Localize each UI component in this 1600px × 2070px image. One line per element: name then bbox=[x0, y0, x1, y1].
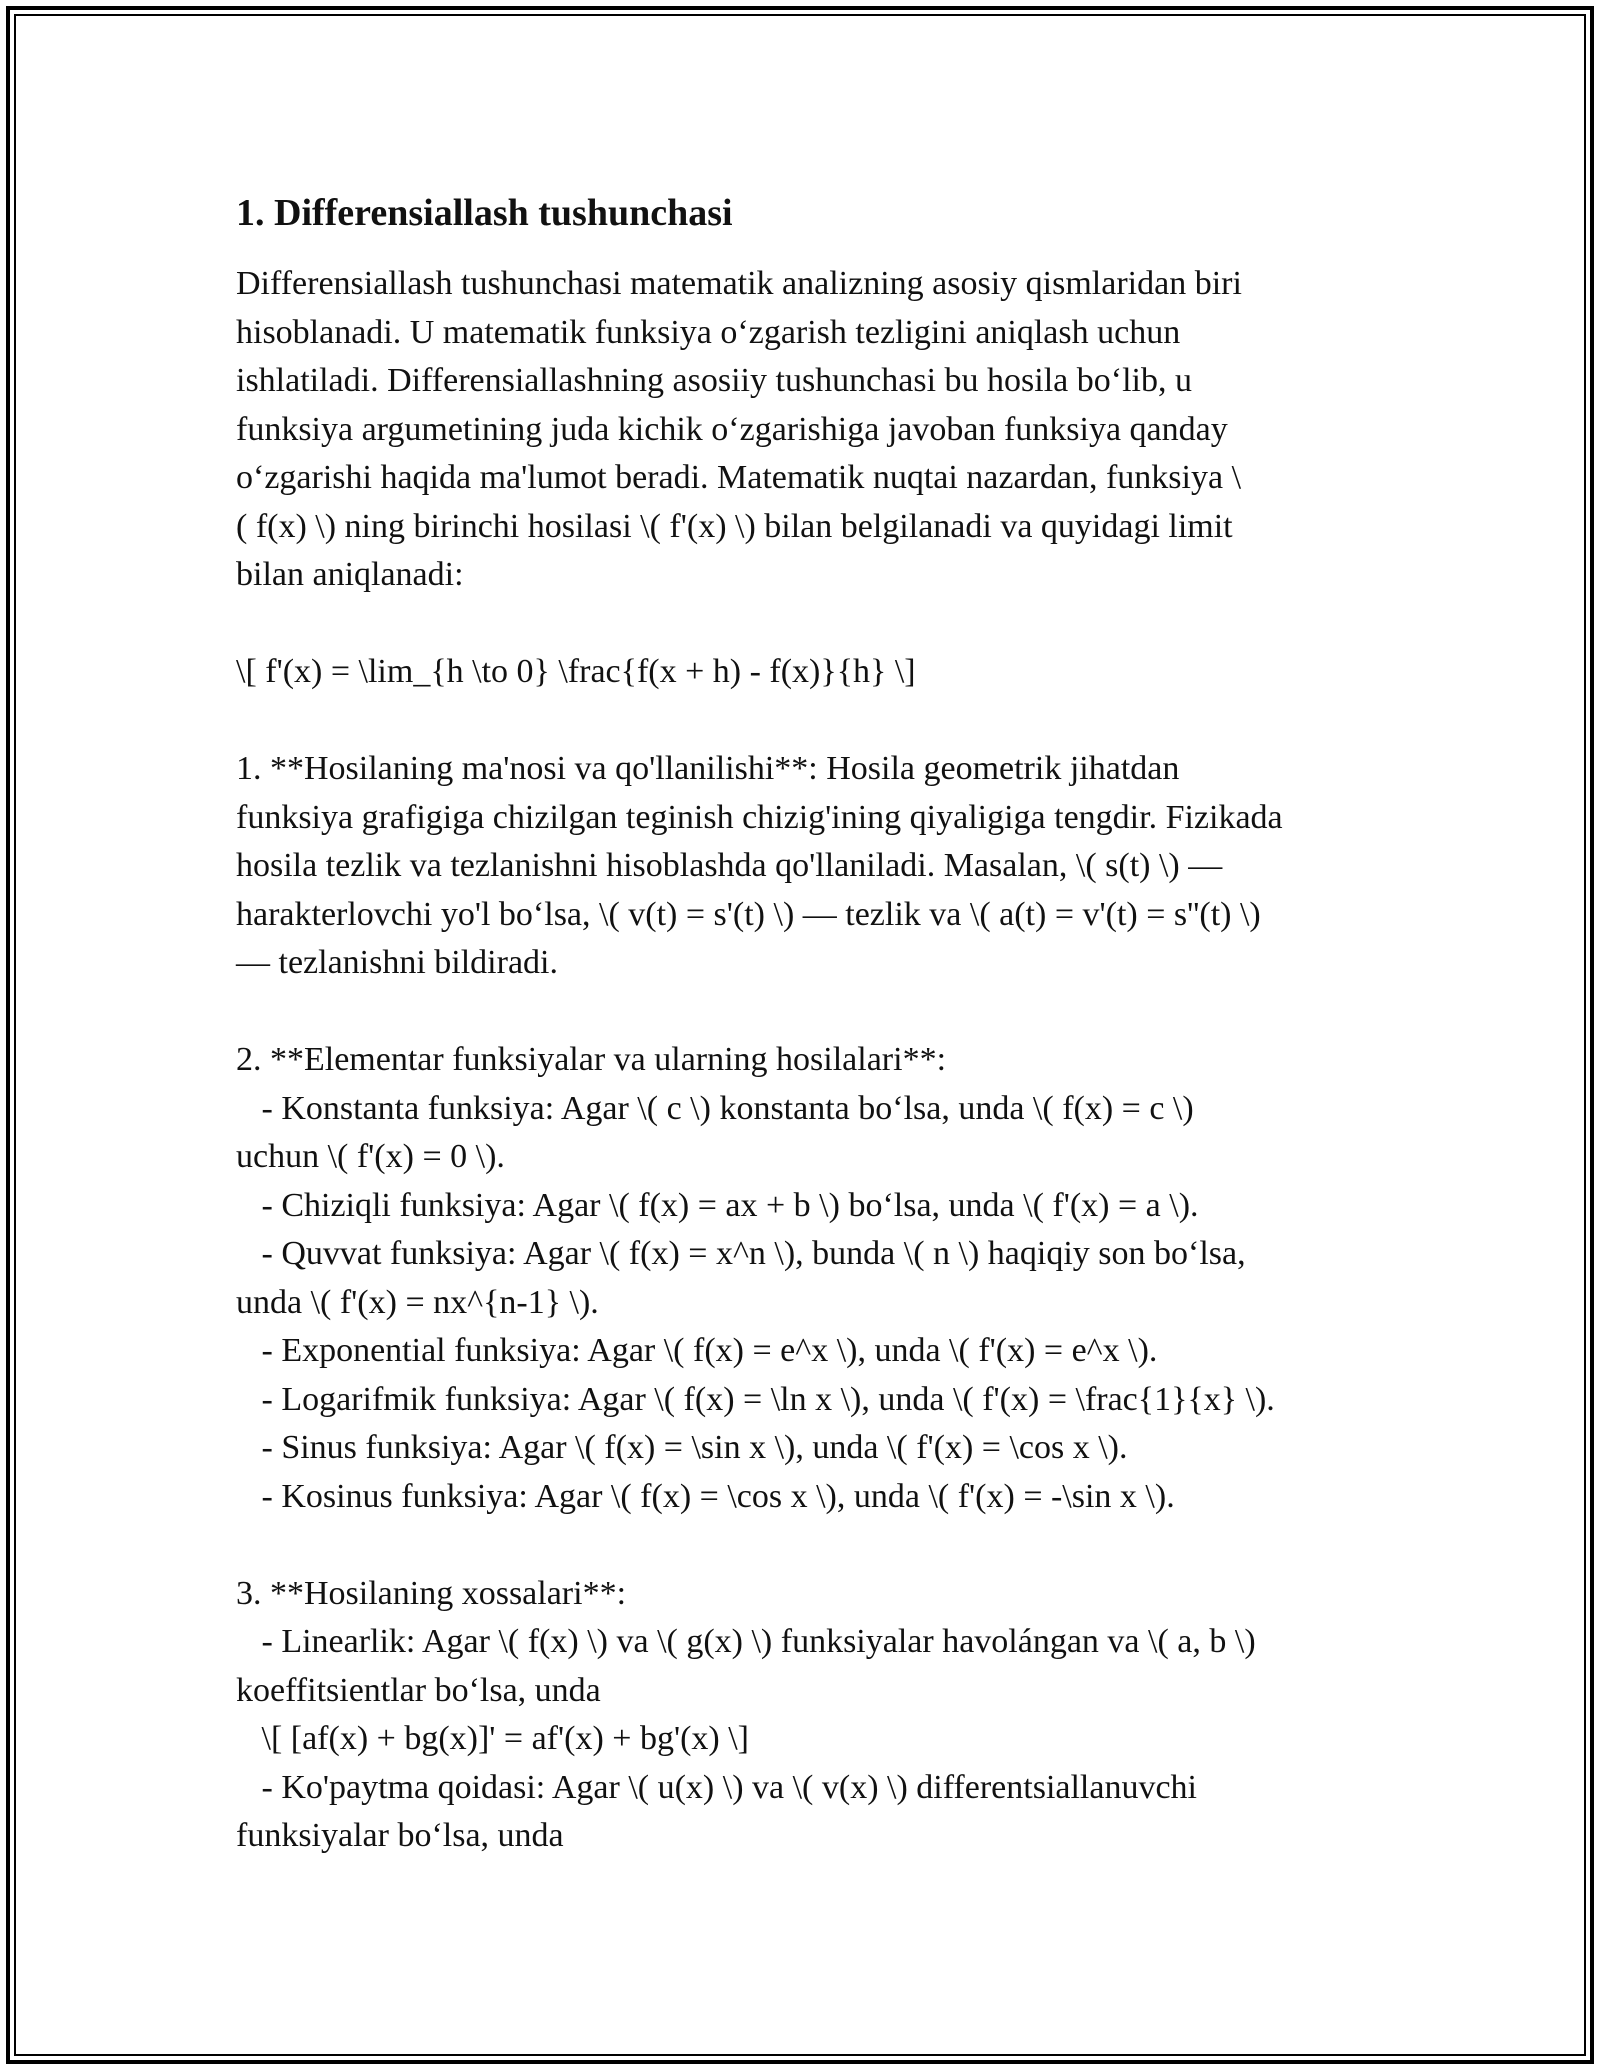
text-line: 3. **Hosilaning xossalari**: bbox=[236, 1574, 627, 1612]
text-line: harakterlovchi yo'l bo‘lsa, \( v(t) = s'(t) \) — tezlik va \( a(t) = v'(t) = s''(t) \) bbox=[236, 895, 1261, 933]
intro-paragraph bbox=[236, 260, 1386, 600]
text-line: - Quvvat funksiya: Agar \( f(x) = x^n \), bunda \( n \) haqiqiy son bo‘lsa, bbox=[236, 1235, 1246, 1272]
text-line: - Sinus funksiya: Agar \( f(x) = \sin x \), unda \( f'(x) = \cos x \). bbox=[236, 1429, 1128, 1466]
limit-formula: \[ f'(x) = \lim_{h \to 0} \frac{f(x + h) - f(x)}{h} \] bbox=[236, 653, 916, 690]
text-line: — tezlanishni bildiradi. bbox=[236, 944, 558, 981]
document-body bbox=[236, 186, 1386, 1861]
text-line: 1. **Hosilaning ma'nosi va qo'llanilishi**: Hosila geometrik jihatdan bbox=[236, 750, 1180, 787]
text-line: - Chiziqli funksiya: Agar \( f(x) = ax + b \) bo‘lsa, unda \( f'(x) = a \). bbox=[236, 1186, 1199, 1224]
text-line: - Linearlik: Agar \( f(x) \) va \( g(x) \) funksiyalar havolángan va \( a, b \) bbox=[236, 1623, 1256, 1660]
text-line: bilan aniqlanadi: bbox=[236, 556, 464, 593]
text-line: \[ [af(x) + bg(x)]' = af'(x) + bg'(x) \] bbox=[236, 1720, 749, 1757]
text-line: - Logarifmik funksiya: Agar \( f(x) = \ln x \), unda \( f'(x) = \frac{1}{x} \). bbox=[236, 1380, 1275, 1418]
text-line: funksiya grafigiga chizilgan teginish chizig'ining qiyaligiga tengdir. Fizikada bbox=[236, 798, 1283, 836]
text-line: 2. **Elementar funksiyalar va ularning hosilalari**: bbox=[236, 1041, 947, 1078]
text-line: funksiyalar bo‘lsa, unda bbox=[236, 1817, 564, 1854]
text-line: hisoblanadi. U matematik funksiya o‘zgarish tezligini aniqlash uchun bbox=[236, 313, 1181, 351]
text-line: uchun \( f'(x) = 0 \). bbox=[236, 1138, 505, 1175]
text-line: o‘zgarishi haqida ma'lumot beradi. Matematik nuqtai nazardan, funksiya \ bbox=[236, 459, 1242, 496]
text-line: ( f(x) \) ning birinchi hosilasi \( f'(x) \) bilan belgilanadi va quyidagi limit bbox=[236, 507, 1233, 545]
spacer bbox=[236, 1521, 1386, 1570]
spacer bbox=[236, 600, 1386, 649]
text-line: funksiya argumetining juda kichik o‘zgarishiga javoban funksiya qanday bbox=[236, 410, 1228, 448]
text-line: unda \( f'(x) = nx^{n-1} \). bbox=[236, 1283, 599, 1321]
spacer bbox=[236, 988, 1386, 1037]
list-item-derivative-meaning bbox=[236, 745, 1386, 988]
text-line: - Konstanta funksiya: Agar \( c \) konstanta bo‘lsa, unda \( f(x) = c \) bbox=[236, 1089, 1194, 1127]
section-heading: 1. Differensiallash tushunchasi bbox=[236, 192, 733, 234]
spacer bbox=[236, 697, 1386, 746]
text-line: Differensiallash tushunchasi matematik analizning asosiy qismlaridan biri bbox=[236, 265, 1242, 302]
text-line: ishlatiladi. Differensiallashning asosiiy tushunchasi bu hosila bo‘lib, u bbox=[236, 362, 1192, 399]
list-item-derivative-properties bbox=[236, 1570, 1386, 1861]
text-line: koeffitsientlar bo‘lsa, unda bbox=[236, 1671, 601, 1709]
text-line: - Ko'paytma qoidasi: Agar \( u(x) \) va \( v(x) \) differentsiallanuvchi bbox=[236, 1768, 1197, 1806]
text-line: hosila tezlik va tezlanishni hisoblashda qo'llaniladi. Masalan, \( s(t) \) — bbox=[236, 847, 1223, 884]
list-item-elementary-functions bbox=[236, 1036, 1386, 1521]
text-line: - Kosinus funksiya: Agar \( f(x) = \cos x \), unda \( f'(x) = -\sin x \). bbox=[236, 1477, 1175, 1515]
text-line: - Exponential funksiya: Agar \( f(x) = e^x \), unda \( f'(x) = e^x \). bbox=[236, 1332, 1158, 1369]
